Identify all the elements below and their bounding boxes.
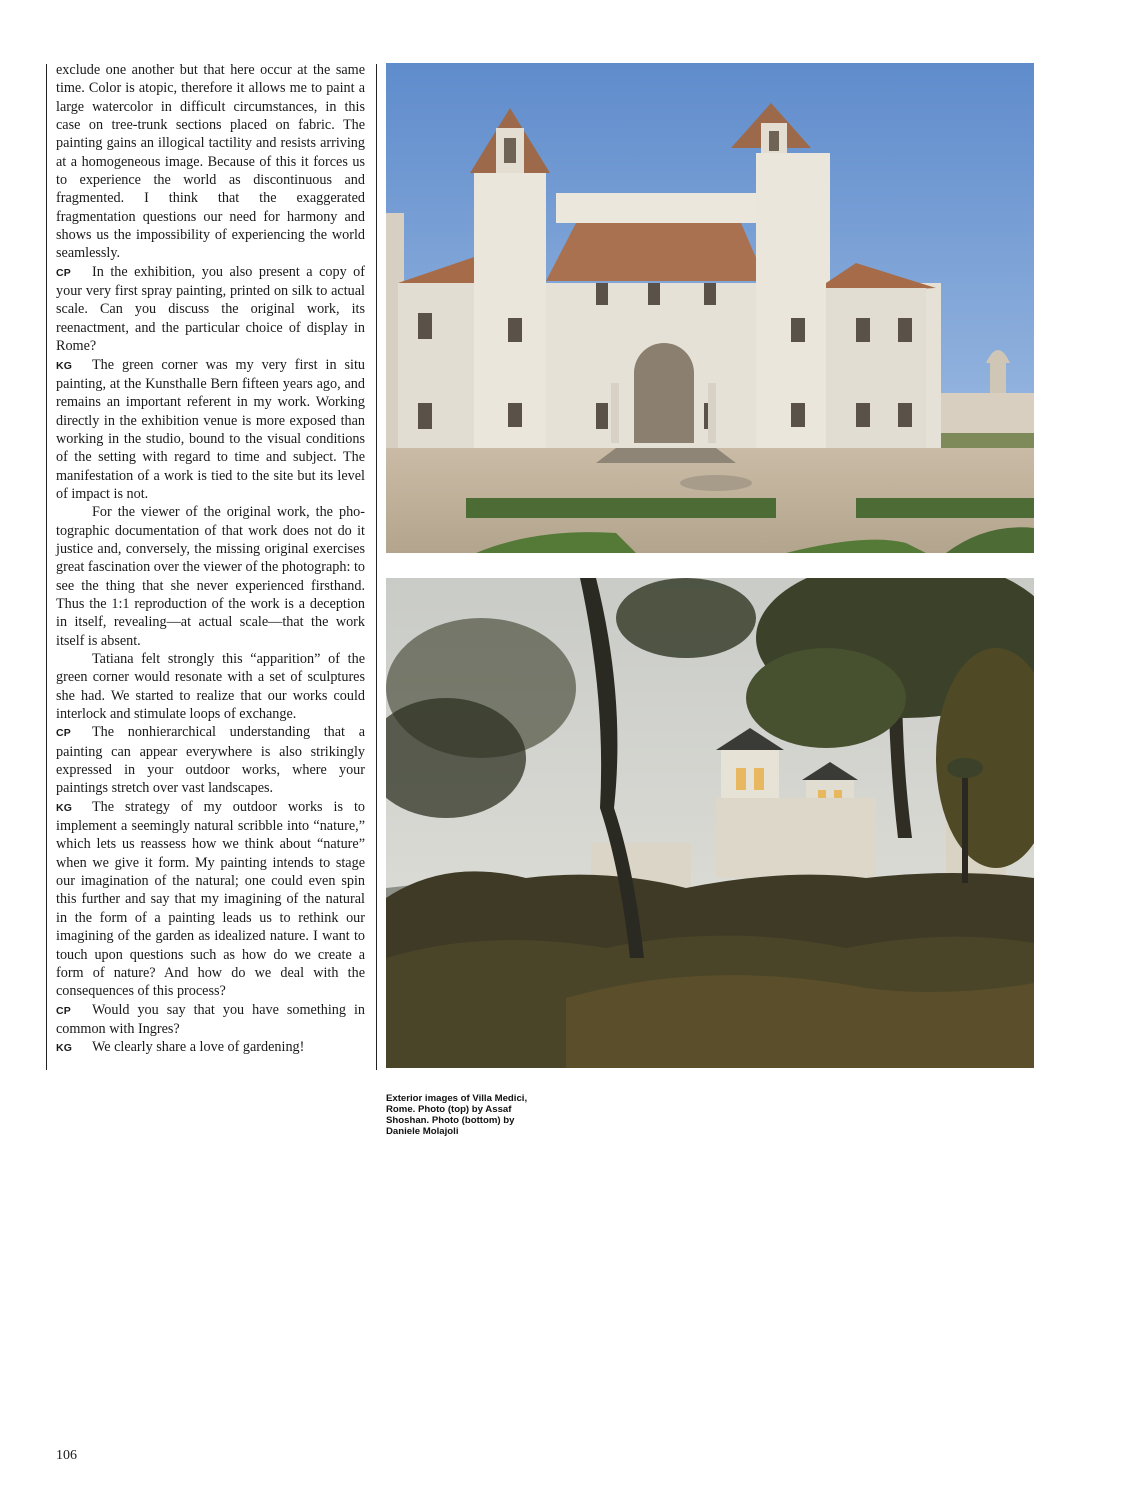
paragraph-9 — [56, 1038, 365, 1057]
left-column-rule — [46, 64, 47, 1070]
paragraph-2 — [56, 263, 365, 356]
speaker-label: KG — [56, 1042, 73, 1055]
paragraph-1: exclude one another but that here occur at the same time. Color is atopic, therefore it allows me to paint a large watercolor in difficult circumstances, in this case on tree-trunk sections placed on fabric. The painting gains an illogical tactility and resists arriving at a homogeneous image. Because of this it forces us to experience the world as discontinuous and fragmented. I think that the exaggerated fragmentation questions our need for harmony and shows us the impossibility of experiencing the world seamlessly. — [56, 62, 365, 262]
paragraph-4: For the viewer of the original work, the photographic documentation of that work does not do it justice and, conversely, the missing original exercises great fascination over the viewer of the photograph: to see the thing that she never experienced firsthand. Thus the 1:1 reproduction of the work is a deception in itself, revealing—at actual scale—that the work itself is absent. — [56, 504, 365, 649]
speaker-label: KG — [56, 801, 73, 814]
paragraph-6-text: The nonhierarchical understanding that a painting can appear everywhere is also strikingly expressed in your outdoor works, where your paintings stretch over vast landscapes. — [56, 724, 365, 797]
speaker-label: CP — [56, 727, 71, 740]
villa-medici-garden-photo — [386, 578, 1034, 1068]
paragraph-6 — [56, 723, 365, 797]
photo-caption: Exterior images of Villa Medici, Rome. Photo (top) by Assaf Shoshan. Photo (bottom) by Daniele Molajoli — [386, 1093, 528, 1137]
paragraph-3-text: The green corner was my very first in situ painting, at the Kunsthalle Bern fifteen years ago, and remains an important referent in my work. Working directly in the exhibition venue is more exposed than working in the studio, bound to the visual conditions of the setting with regard to time and subject. The manifestation of a work is tied to the site but its level of impact is not. — [56, 356, 365, 502]
paragraph-7-text: The strategy of my outdoor works is to implement a seemingly natural scribble into “nature,” which lets us reassess how we think about “nature” when we give it form. My painting intends to stage our imagination of the natural; one could even spin this further and say that my imagining of the natural in the form of a painting leads us to rethink our imagining of the garden as idealized nature. I want to touch upon questions such as how do we create a form of nature? And how do we deal with the consequences of this process? — [56, 798, 365, 1000]
villa-facade-illustration — [386, 63, 1034, 553]
paragraph-9-text: We clearly share a love of gardening! — [92, 1039, 305, 1056]
villa-garden-illustration — [386, 578, 1034, 1068]
paragraph-3 — [56, 356, 365, 504]
page-number: 106 — [56, 1448, 77, 1463]
paragraph-2-text: In the exhibition, you also present a copy of your very first spray painting, printed on silk to actual scale. Can you discuss the original work, its reenactment, and the particular choice of display in Rome? — [56, 263, 365, 355]
column-divider-rule — [376, 64, 377, 1070]
speaker-label: CP — [56, 1004, 71, 1017]
paragraph-8 — [56, 1001, 365, 1039]
paragraph-8-text: Would you say that you have something in common with Ingres? — [56, 1001, 365, 1037]
paragraph-5: Tatiana felt strongly this “apparition” of the green corner would resonate with a set of sculptures she had. We started to realize that our works could interlock and stimulate loops of exchange. — [56, 651, 365, 723]
paragraph-7 — [56, 798, 365, 1001]
article-text-column — [56, 61, 365, 1058]
speaker-label: CP — [56, 266, 71, 279]
speaker-label: KG — [56, 359, 73, 372]
villa-medici-facade-photo — [386, 63, 1034, 553]
